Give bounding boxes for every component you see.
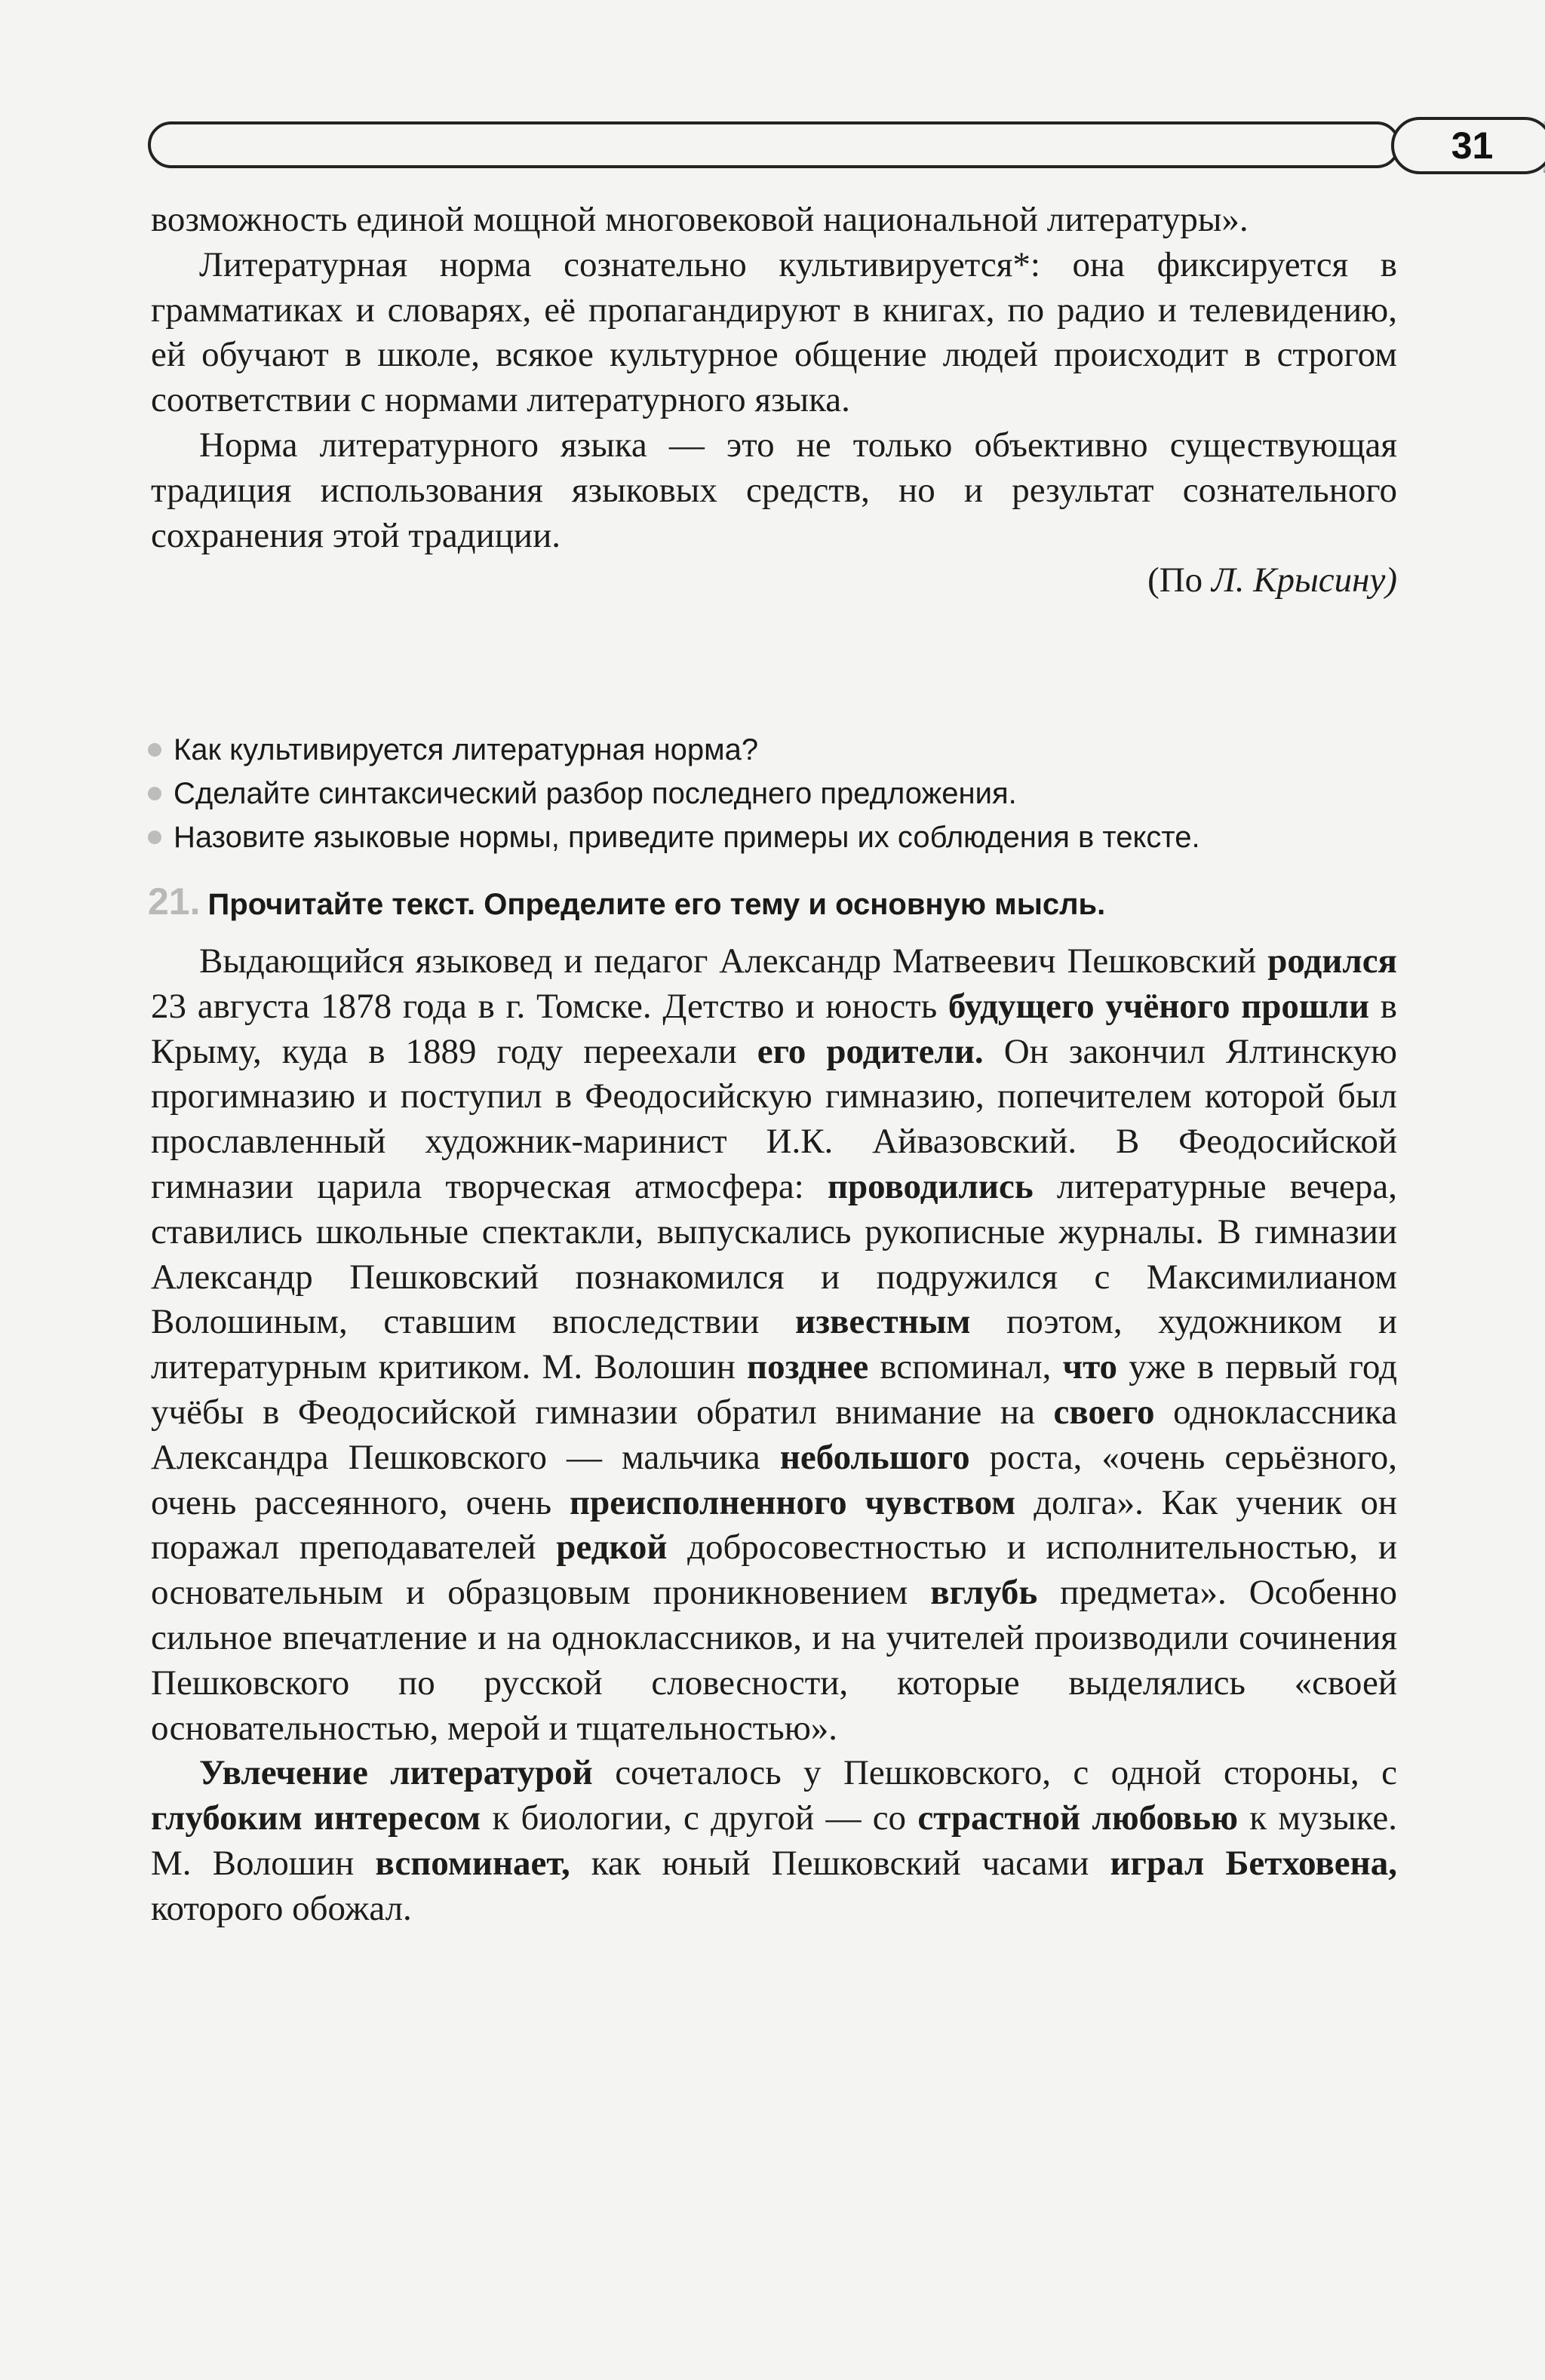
question-text: Сделайте синтаксический разбор последнего предложения. [174,776,1017,810]
page-header [148,117,1545,177]
bullet-icon [148,787,161,800]
question-text: Как культивируется литературная норма? [174,732,759,766]
source-attribution [151,558,1397,603]
reading-passage-1 [151,198,1397,603]
paragraph-literary-norm: Литературная норма сознательно культивируется*: она фиксируется в грамматиках и словарях, её пропагандируют в книгах, по радио и телевидению, ей обучают в школе, всякое культурное общение людей происходит в строгом соответствии с нормами литературного языка. [151,244,1397,420]
questions-list [148,728,1430,859]
question-item [148,772,1430,815]
exercise-number: 21. [148,880,201,923]
paragraph-interests: Увлечение литературой сочеталось у Пешковского, с одной стороны, с глубоким интересом к биологии, с другой — со страстной любовью к музыке. М. Волошин вспоминает, как юный Пешковский часами играл Бетховена, которого обожал. [151,1753,1398,1928]
bullet-icon [148,831,161,844]
question-text: Назовите языковые нормы, приведите примеры их соблюдения в тексте. [174,820,1200,854]
reading-passage-2 [151,939,1397,1932]
header-rule [148,121,1400,168]
question-item [148,728,1430,772]
attribution-author: Л. Крысину) [1211,560,1397,600]
paragraph-continuation: возможность единой мощной многовековой национальной литературы». [151,200,1249,239]
attribution-prefix: (По [1147,560,1212,600]
bullet-icon [148,743,161,757]
paragraph-peshkovsky-biography: Выдающийся языковед и педагог Александр Матвеевич Пешковский родился 23 августа 1878 года в г. Томске. Детство и юность будущего учёного прошли в Крыму, куда в 1889 году переехали его родители. Он закончил Ялтинскую прогимназию и поступил в Феодосийскую гимназию, попечителем которой был прославленный художник-маринист И.К. Айвазовский. В Феодосийской гимназии царила творческая атмосфера: проводились литературные вечера, ставились школьные спектакли, выпускались рукописные журналы. В гимназии Александр Пешковский познакомился и подружился с Максимилианом Волошиным, ставшим впоследствии известным поэтом, художником и литературным критиком. М. Волошин позднее вспоминал, что уже в первый год учёбы в Феодосийской гимназии обратил внимание на своего одноклассника Александра Пешковского — мальчика небольшого роста, «очень серьёзного, очень рассеянного, очень преисполненного чувством долга». Как ученик он поражал преподавателей редкой добросовестностью и исполнительностью, и основательным и образцовым проникновением вглубь предмета». Особенно сильное впечатление и на одноклассников, и на учителей производили сочинения Пешковского по русской словесности, которые выделялись «своей основательностью, мерой и тщательностью». [151,941,1397,1748]
question-item [148,815,1430,859]
paragraph-norm-definition: Норма литературного языка — это не только объективно существующая традиция использования языковых средств, но и результат сознательного сохранения этой традиции. [151,425,1397,555]
page-number: 31 [1391,117,1545,174]
exercise-heading [148,879,1430,927]
exercise-instruction: Прочитайте текст. Определите его тему и основную мысль. [207,888,1106,921]
